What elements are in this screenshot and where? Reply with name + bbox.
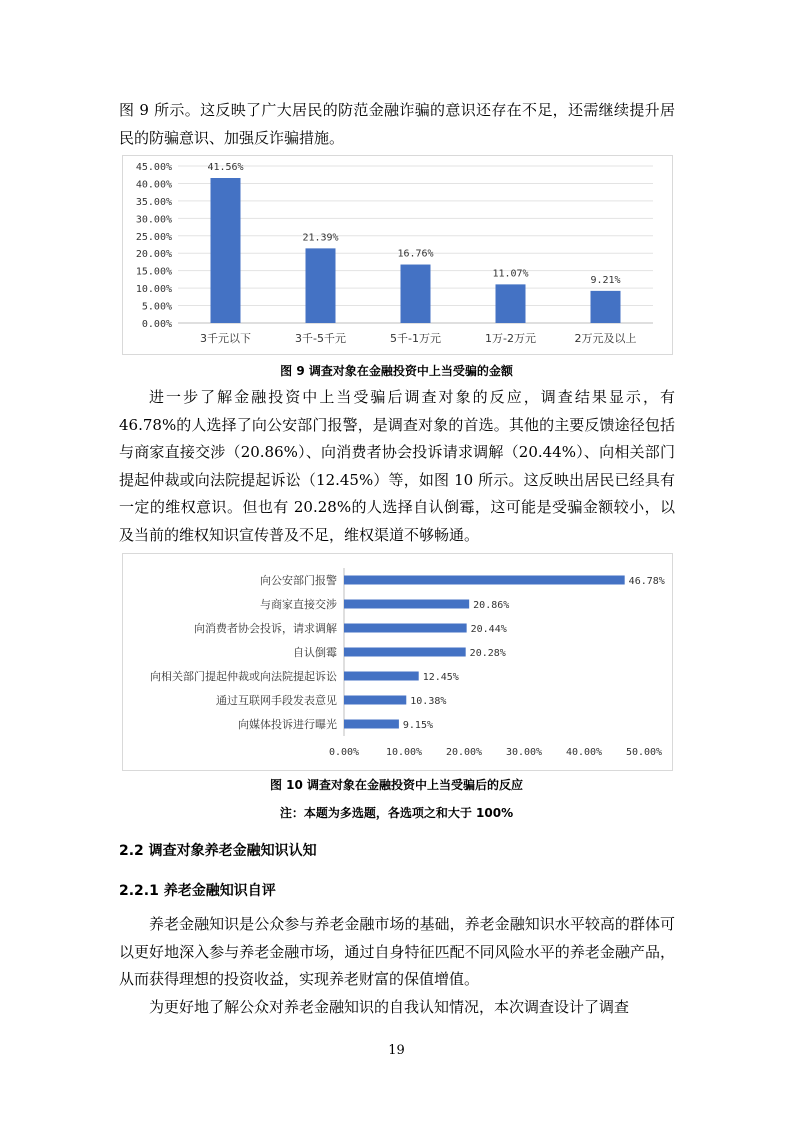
fig9-ytick-label: 5.00% bbox=[141, 301, 172, 313]
fig10-bar bbox=[344, 600, 469, 609]
paragraph-survey-design: 为更好地了解公众对养老金融知识的自我认知情况，本次调查设计了调查 bbox=[149, 998, 630, 1016]
fig10-xtick-label: 10.00% bbox=[385, 747, 423, 758]
fig10-bar bbox=[344, 648, 466, 657]
fig10-category-label: 向相关部门提起仲裁或向法院提起诉讼 bbox=[150, 670, 337, 683]
fig9-ytick-label: 35.00% bbox=[135, 196, 172, 208]
fig10-data-label: 20.28% bbox=[469, 648, 506, 659]
fig10-bar bbox=[344, 720, 399, 729]
fig10-data-label: 10.38% bbox=[410, 696, 447, 707]
fig10-bar bbox=[344, 696, 406, 705]
fig10-data-label: 20.44% bbox=[470, 624, 507, 635]
fig10-category-label: 与商家直接交涉 bbox=[260, 598, 337, 611]
fig10-xtick-label: 50.00% bbox=[625, 747, 663, 758]
fig9-bar bbox=[591, 291, 621, 323]
fig10-data-label: 46.78% bbox=[628, 576, 665, 587]
fig9-data-label: 9.21% bbox=[590, 274, 621, 286]
subsection-heading: 2.2.1 养老金融知识自评 bbox=[119, 883, 276, 899]
fig10-data-label: 12.45% bbox=[422, 672, 459, 683]
fig10-data-label: 9.15% bbox=[402, 720, 434, 731]
fig9-ytick-label: 40.00% bbox=[135, 179, 172, 191]
fig10-category-label: 向媒体投诉进行曝光 bbox=[238, 718, 337, 731]
fig10-bar bbox=[344, 672, 419, 681]
fig9-category-label: 3千元以下 bbox=[200, 332, 251, 345]
fig9-chart-svg bbox=[123, 156, 672, 354]
fig9-bar bbox=[496, 284, 526, 323]
fig10-bar bbox=[344, 576, 625, 585]
fig9-data-label: 16.76% bbox=[397, 248, 434, 260]
fig9-ytick-label: 45.00% bbox=[135, 162, 172, 173]
fig9-bar bbox=[306, 248, 336, 323]
fig10-category-label: 向公安部门报警 bbox=[260, 574, 337, 587]
fig9-ytick-label: 20.00% bbox=[135, 249, 172, 261]
fig9-bar bbox=[401, 265, 431, 323]
fig9-caption: 图 9 调查对象在金融投资中上当受骗的金额 bbox=[280, 364, 513, 378]
fig9-data-label: 41.56% bbox=[207, 162, 244, 174]
fig10-category-label: 向消费者协会投诉，请求调解 bbox=[194, 622, 337, 635]
paragraph-fig9-intro: 图 9 所示。这反映了广大居民的防范金融诈骗的意识还存在不足，还需继续提升居民的防骗意识、加强反诈骗措施。 bbox=[119, 101, 675, 147]
section-heading: 2.2 调查对象养老金融知识认知 bbox=[119, 843, 317, 859]
fig10-chart-svg bbox=[123, 554, 672, 770]
fig10-note: 注：本题为多选题，各选项之和大于 100% bbox=[279, 806, 514, 820]
fig10-bar bbox=[344, 624, 467, 633]
fig10-category-label: 自认倒霉 bbox=[293, 646, 337, 659]
fig9-category-label: 2万元及以上 bbox=[574, 332, 637, 345]
fig9-ytick-label: 25.00% bbox=[135, 231, 172, 243]
page-number: 19 bbox=[388, 1043, 405, 1058]
fig10-data-label: 20.86% bbox=[473, 600, 510, 611]
fig9-category-label: 5千-1万元 bbox=[390, 332, 441, 345]
fig9-data-label: 21.39% bbox=[302, 232, 339, 244]
fig9-ytick-label: 10.00% bbox=[135, 284, 172, 296]
fig9-data-label: 11.07% bbox=[492, 268, 529, 280]
fig10-xtick-label: 40.00% bbox=[565, 747, 603, 758]
fig10-chart bbox=[122, 553, 673, 771]
fig10-xtick-label: 0.00% bbox=[328, 747, 360, 758]
fig9-ytick-label: 30.00% bbox=[135, 214, 172, 226]
fig10-xtick-label: 30.00% bbox=[505, 747, 543, 758]
fig9-category-label: 1万-2万元 bbox=[485, 332, 536, 345]
paragraph-fig10-intro: 进一步了解金融投资中上当受骗后调查对象的反应，调查结果显示，有 46.78%的人选择了向公安部门报警，是调查对象的首选。其他的主要反馈途径包括与商家直接交涉（20.86%）、向消费者协会投诉请求调解（20.44%）、向相关部门提起仲裁或向法院提起诉讼（12.45%）等，如图 10 所示。这反映出居民已经具有一定的维权意识。但也有 20.28%的人选择自认倒霉，这可能是受骗金额较小，以及当前的维权知识宣传普及不足，维权渠道不够畅通。 bbox=[119, 388, 675, 544]
fig9-bar bbox=[211, 178, 241, 323]
fig9-chart bbox=[122, 155, 673, 355]
paragraph-pension-knowledge: 养老金融知识是公众参与养老金融市场的基础，养老金融知识水平较高的群体可以更好地深入参与养老金融市场，通过自身特征匹配不同风险水平的养老金融产品，从而获得理想的投资收益，实现养老财富的保值增值。 bbox=[119, 915, 675, 988]
fig10-category-label: 通过互联网手段发表意见 bbox=[216, 694, 337, 707]
fig9-category-label: 3千-5千元 bbox=[295, 332, 346, 345]
fig9-ytick-label: 0.00% bbox=[141, 319, 172, 330]
fig9-ytick-label: 15.00% bbox=[135, 266, 172, 278]
fig10-xtick-label: 20.00% bbox=[445, 747, 483, 758]
fig10-caption: 图 10 调查对象在金融投资中上当受骗后的反应 bbox=[269, 778, 524, 792]
